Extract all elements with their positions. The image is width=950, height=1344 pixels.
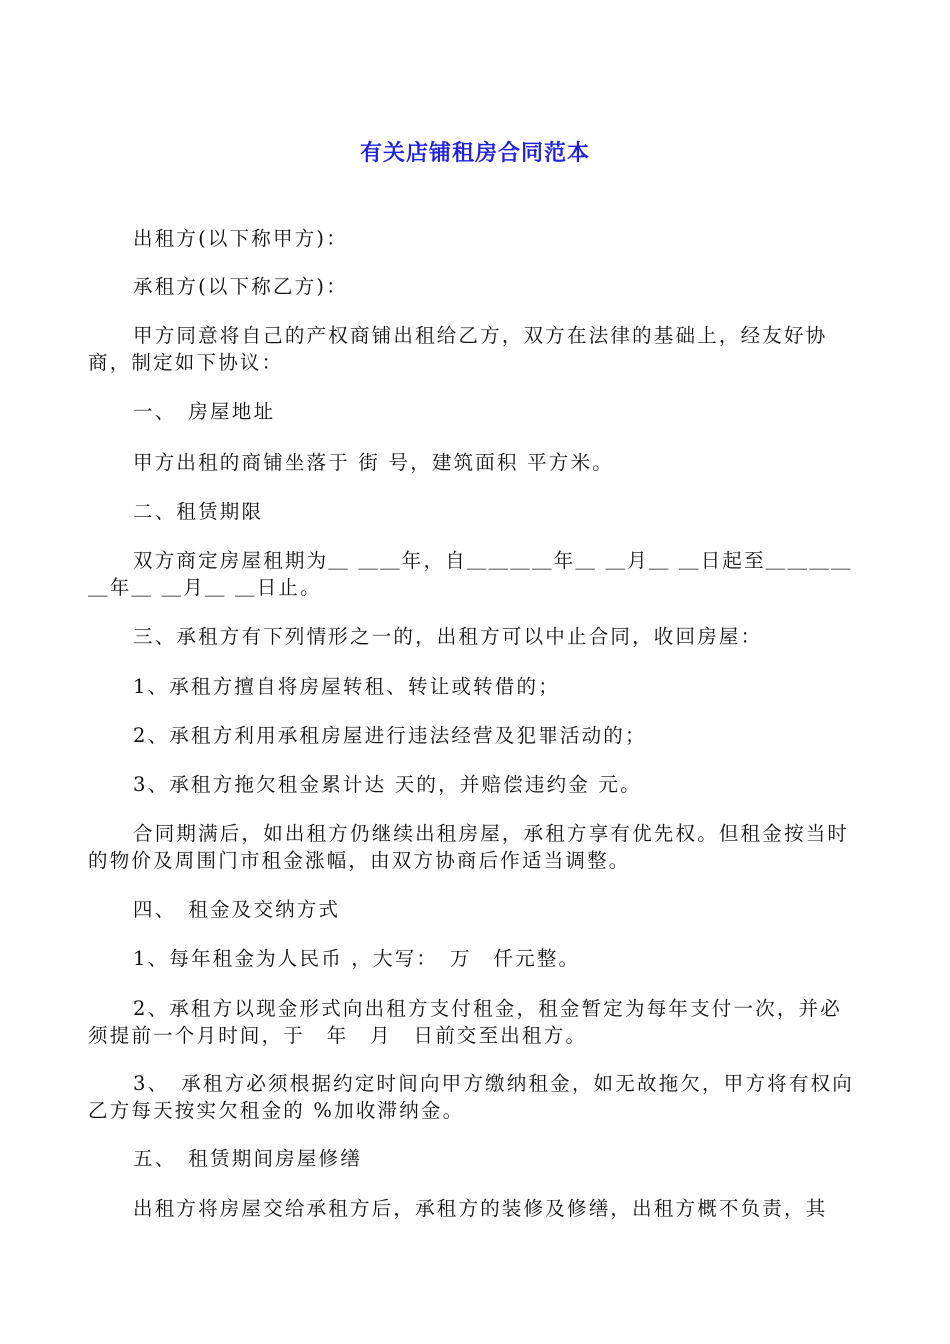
intro-paragraph: 甲方同意将自己的产权商铺出租给乙方，双方在法律的基础上，经友好协商，制定如下协议： [88,324,828,374]
condition-item-2: 2、承租方利用承租房屋进行违法经营及犯罪活动的； [133,724,647,747]
section-1-heading: 一、 房屋地址 [133,400,276,423]
section-4-heading: 四、 租金及交纳方式 [133,898,341,921]
address-paragraph: 甲方出租的商铺坐落于 街 号，建筑面积 平方米。 [133,451,614,474]
section-2-heading: 二、租赁期限 [133,500,264,523]
rent-item-2: 2、承租方以现金形式向出租方支付租金，租金暂定为每年支付一次，并必须提前一个月时间，于 年 月 日前交至出租方。 [88,997,843,1047]
party-b-line: 承租方(以下称乙方)： [133,275,348,298]
rent-item-3: 3、 承租方必须根据约定时间向甲方缴纳租金，如无故拖欠，甲方将有权向乙方每天按实欠租金的 %加收滞纳金。 [88,1072,854,1122]
section-5-heading: 五、 租赁期间房屋修缮 [133,1147,362,1170]
lease-term-paragraph: 双方商定房屋租期为＿ ＿＿年，自＿＿＿＿年＿ ＿月＿ ＿日起至＿＿＿＿＿年＿ ＿月＿ ＿日止。 [88,549,853,599]
condition-item-1: 1、承租方擅自将房屋转租、转让或转借的； [133,675,560,698]
repair-paragraph: 出租方将房屋交给承租方后，承租方的装修及修缮，出租方概不负责，其 [133,1197,828,1220]
section-3-heading: 三、承租方有下列情形之一的，出租方可以中止合同，收回房屋： [133,625,763,648]
document-title: 有关店铺租房合同范本 [359,141,590,166]
rent-item-1: 1、每年租金为人民币 ，大写： 万 仟元整。 [133,947,581,970]
party-a-line: 出租方(以下称甲方)： [133,227,348,250]
renewal-paragraph: 合同期满后，如出租方仍继续出租房屋，承租方享有优先权。但租金按当时的物价及周围门市租金涨幅，由双方协商后作适当调整。 [88,822,850,872]
condition-item-3: 3、承租方拖欠租金累计达 天的，并赔偿违约金 元。 [133,773,642,796]
